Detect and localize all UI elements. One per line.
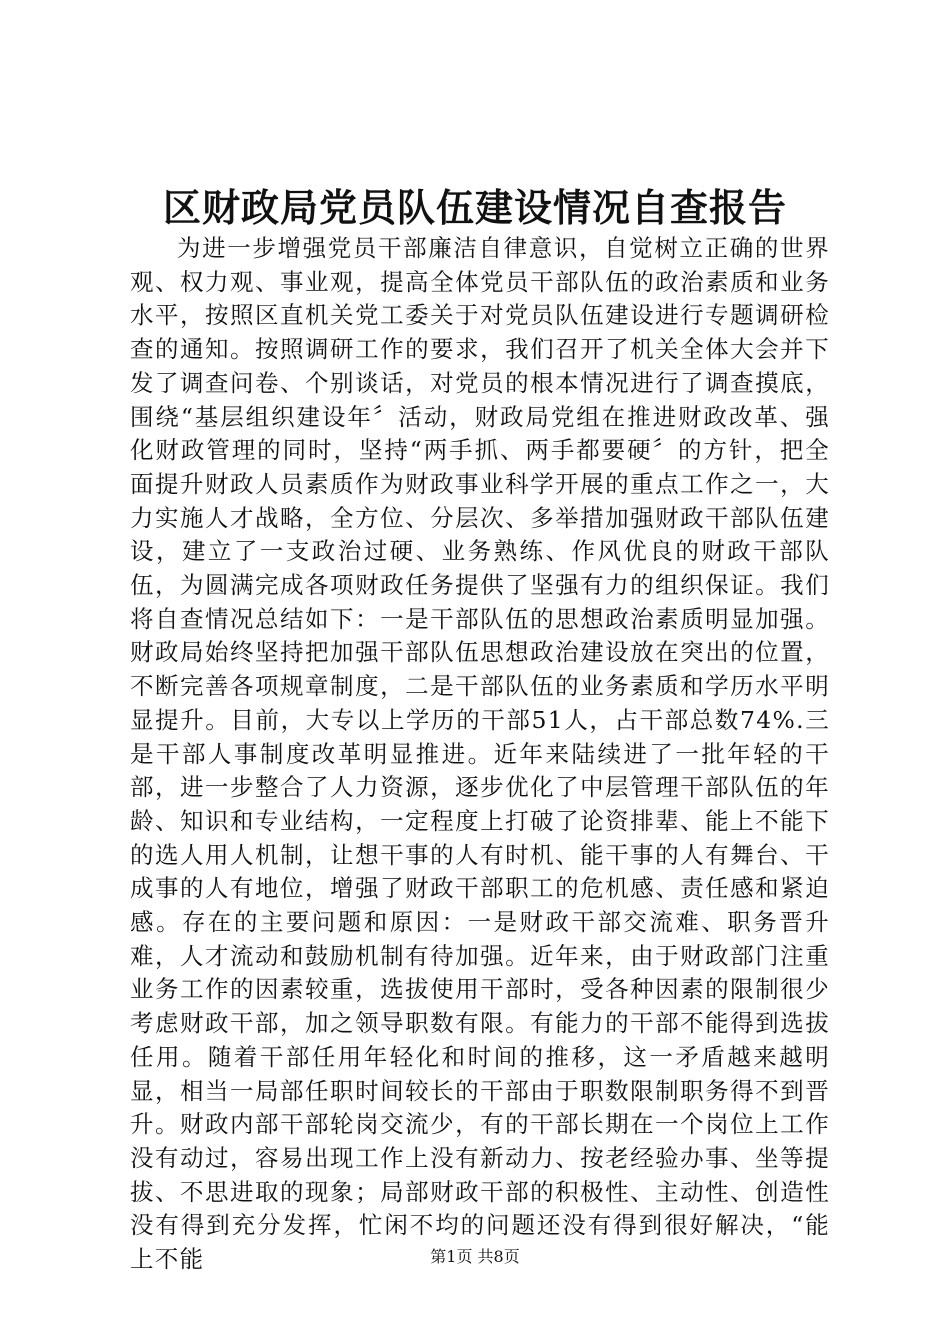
document-title: 区财政局党员队伍建设情况自查报告	[162, 185, 787, 230]
page-number-footer: 第1页 共8页	[430, 1247, 520, 1266]
body-paragraph: 为进一步增强党员干部廉洁自律意识，自觉树立正确的世界观、权力观、事业观，提高全体党员干部队伍的政治素质和业务水平，按照区直机关党工委关于对党员队伍建设进行专题调研检查的通知。按照调研工作的要求，我们召开了机关全体大会并下发了调查问卷、个别谈话，对党员的根本情况进行了调查摸底，围绕“基层组织建设年〞活动，财政局党组在推进财政改革、强化财政管理的同时，坚持“两手抓、两手都要硬〞的方针，把全面提升财政人员素质作为财政事业科学开展的重点工作之一，大力实施人才战略，全方位、分层次、多举措加强财政干部队伍建设，建立了一支政治过硬、业务熟练、作风优良的财政干部队伍，为圆满完成各项财政任务提供了坚强有力的组织保证。我们将自查情况总结如下：一是干部队伍的思想政治素质明显加强。财政局始终坚持把加强干部队伍思想政治建设放在突出的位置，不断完善各项规章制度，二是干部队伍的业务素质和学历水平明显提升。目前，大专以上学历的干部51人，占干部总数74%.三是干部人事制度改革明显推进。近年来陆续进了一批年轻的干部，进一步整合了人力资源，逐步优化了中层管理干部队伍的年龄、知识和专业结构，一定程度上打破了论资排辈、能上不能下的选人用人机制，让想干事的人有时机、能干事的人有舞台、干成事的人有地位，增强了财政干部职工的危机感、责任感和紧迫感。存在的主要问题和原因：一是财政干部交流难、职务晋升难，人才流动和鼓励机制有待加强。近年来，由于财政部门注重业务工作的因素较重，选拔使用干部时，受各种因素的限制很少考虑财政干部，加之领导职数有限。有能力的干部不能得到选拔任用。随着干部任用年轻化和时间的推移，这一矛盾越来越明显，相当一局部任职时间较长的干部由于职数限制职务得不到晋升。财政内部干部轮岗交流少，有的干部长期在一个岗位上工作没有动过，容易出现工作上没有新动力、按老经验办事、坐等提拔、不思进取的现象；局部财政干部的积极性、主动性、创造性没有得到充分发挥，忙闲不均的问题还没有得到很好解决，“能上不能	[130, 234, 830, 1274]
